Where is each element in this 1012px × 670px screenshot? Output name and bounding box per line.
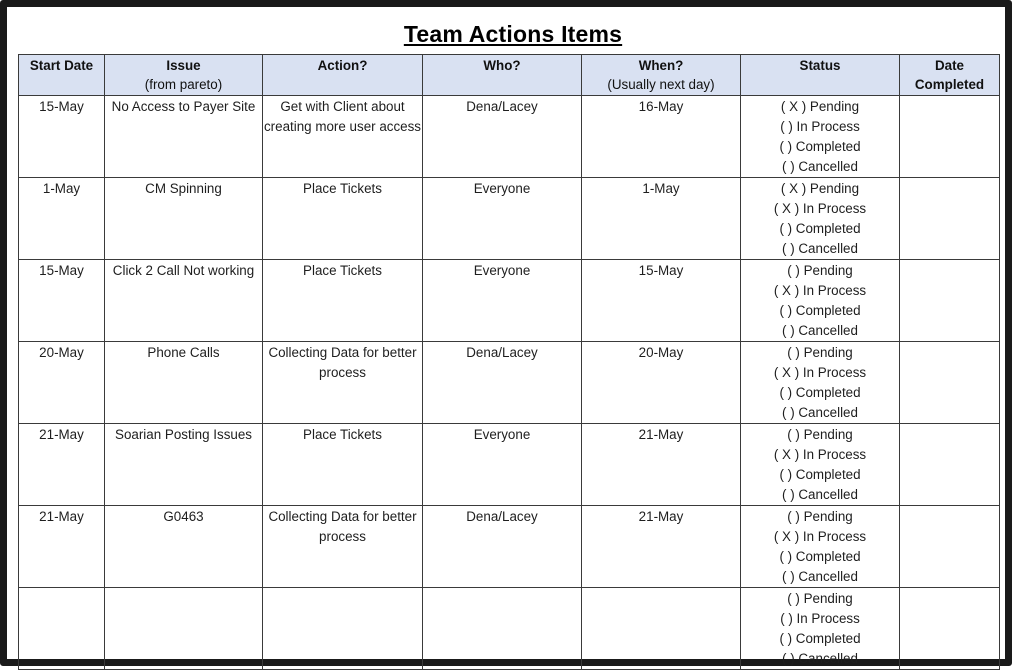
cell-start-date: 21-May bbox=[19, 506, 105, 588]
cell-date-completed bbox=[900, 424, 1000, 506]
cell-status bbox=[741, 424, 900, 506]
cell-status bbox=[741, 178, 900, 260]
cell-action: Collecting Data for better process bbox=[263, 342, 423, 424]
table-row bbox=[19, 178, 1000, 260]
table-row bbox=[19, 96, 1000, 178]
cell-start-date: 1-May bbox=[19, 178, 105, 260]
cell-who bbox=[423, 588, 582, 670]
status-option: ( X ) In Process bbox=[773, 529, 867, 544]
table-row bbox=[19, 588, 1000, 670]
header-when-subtitle: (Usually next day) bbox=[607, 77, 715, 92]
status-option: ( ) Cancelled bbox=[782, 651, 858, 666]
header-date-completed: Date Completed bbox=[900, 55, 1000, 96]
cell-date-completed bbox=[900, 96, 1000, 178]
header-when: When? (Usually next day) bbox=[582, 55, 741, 96]
cell-start-date: 20-May bbox=[19, 342, 105, 424]
cell-action: Place Tickets bbox=[263, 178, 423, 260]
status-option: ( ) In Process bbox=[780, 119, 860, 134]
cell-action: Place Tickets bbox=[263, 260, 423, 342]
status-option: ( X ) In Process bbox=[773, 201, 867, 216]
cell-when: 21-May bbox=[582, 424, 741, 506]
status-option: ( ) Cancelled bbox=[782, 405, 858, 420]
status-option: ( ) Pending bbox=[787, 591, 853, 606]
cell-issue: Soarian Posting Issues bbox=[105, 424, 263, 506]
cell-status bbox=[741, 260, 900, 342]
cell-when: 20-May bbox=[582, 342, 741, 424]
document-title: Team Actions Items bbox=[403, 21, 623, 47]
status-option: ( ) Completed bbox=[779, 631, 861, 646]
status-option: ( ) Cancelled bbox=[782, 569, 858, 584]
cell-date-completed bbox=[900, 260, 1000, 342]
action-items-table bbox=[18, 54, 1000, 670]
cell-status bbox=[741, 342, 900, 424]
cell-action: Place Tickets bbox=[263, 424, 423, 506]
cell-when: 21-May bbox=[582, 506, 741, 588]
status-option: ( ) Pending bbox=[787, 427, 853, 442]
status-option: ( ) Cancelled bbox=[782, 323, 858, 338]
cell-who: Dena/Lacey bbox=[423, 96, 582, 178]
table-row bbox=[19, 342, 1000, 424]
header-who: Who? bbox=[423, 55, 582, 96]
cell-issue bbox=[105, 588, 263, 670]
cell-issue: CM Spinning bbox=[105, 178, 263, 260]
cell-when: 1-May bbox=[582, 178, 741, 260]
cell-start-date: 21-May bbox=[19, 424, 105, 506]
cell-who: Everyone bbox=[423, 260, 582, 342]
status-option: ( ) Pending bbox=[787, 345, 853, 360]
cell-date-completed bbox=[900, 588, 1000, 670]
header-row bbox=[19, 55, 1000, 96]
status-option: ( X ) In Process bbox=[773, 447, 867, 462]
status-option: ( ) Completed bbox=[779, 385, 861, 400]
cell-when: 15-May bbox=[582, 260, 741, 342]
status-option: ( ) In Process bbox=[780, 611, 860, 626]
header-start-date: Start Date bbox=[19, 55, 105, 96]
table-row bbox=[19, 424, 1000, 506]
cell-issue: Click 2 Call Not working bbox=[105, 260, 263, 342]
cell-date-completed bbox=[900, 506, 1000, 588]
status-option: ( ) Cancelled bbox=[782, 159, 858, 174]
header-status: Status bbox=[741, 55, 900, 96]
status-option: ( ) Completed bbox=[779, 139, 861, 154]
header-issue-subtitle: (from pareto) bbox=[144, 77, 223, 92]
cell-start-date bbox=[19, 588, 105, 670]
cell-who: Dena/Lacey bbox=[423, 342, 582, 424]
cell-who: Dena/Lacey bbox=[423, 506, 582, 588]
status-option: ( ) Cancelled bbox=[782, 241, 858, 256]
status-option: ( X ) Pending bbox=[780, 99, 860, 114]
cell-status bbox=[741, 588, 900, 670]
status-option: ( ) Pending bbox=[787, 509, 853, 524]
cell-issue: G0463 bbox=[105, 506, 263, 588]
cell-date-completed bbox=[900, 342, 1000, 424]
cell-issue: Phone Calls bbox=[105, 342, 263, 424]
cell-when bbox=[582, 588, 741, 670]
header-action: Action? bbox=[263, 55, 423, 96]
cell-start-date: 15-May bbox=[19, 260, 105, 342]
cell-when: 16-May bbox=[582, 96, 741, 178]
cell-action bbox=[263, 588, 423, 670]
cell-date-completed bbox=[900, 178, 1000, 260]
cell-start-date: 15-May bbox=[19, 96, 105, 178]
status-option: ( X ) In Process bbox=[773, 365, 867, 380]
status-option: ( ) Cancelled bbox=[782, 487, 858, 502]
table-row bbox=[19, 260, 1000, 342]
header-issue: Issue (from pareto) bbox=[105, 55, 263, 96]
status-option: ( ) Completed bbox=[779, 549, 861, 564]
cell-who: Everyone bbox=[423, 178, 582, 260]
status-option: ( ) Completed bbox=[779, 303, 861, 318]
cell-status bbox=[741, 96, 900, 178]
cell-status bbox=[741, 506, 900, 588]
status-option: ( X ) In Process bbox=[773, 283, 867, 298]
cell-issue: No Access to Payer Site bbox=[105, 96, 263, 178]
status-option: ( ) Completed bbox=[779, 467, 861, 482]
status-option: ( X ) Pending bbox=[780, 181, 860, 196]
cell-action: Get with Client about creating more user access bbox=[263, 96, 423, 178]
table-row bbox=[19, 506, 1000, 588]
status-option: ( ) Pending bbox=[787, 263, 853, 278]
status-option: ( ) Completed bbox=[779, 221, 861, 236]
cell-action: Collecting Data for better process bbox=[263, 506, 423, 588]
cell-who: Everyone bbox=[423, 424, 582, 506]
